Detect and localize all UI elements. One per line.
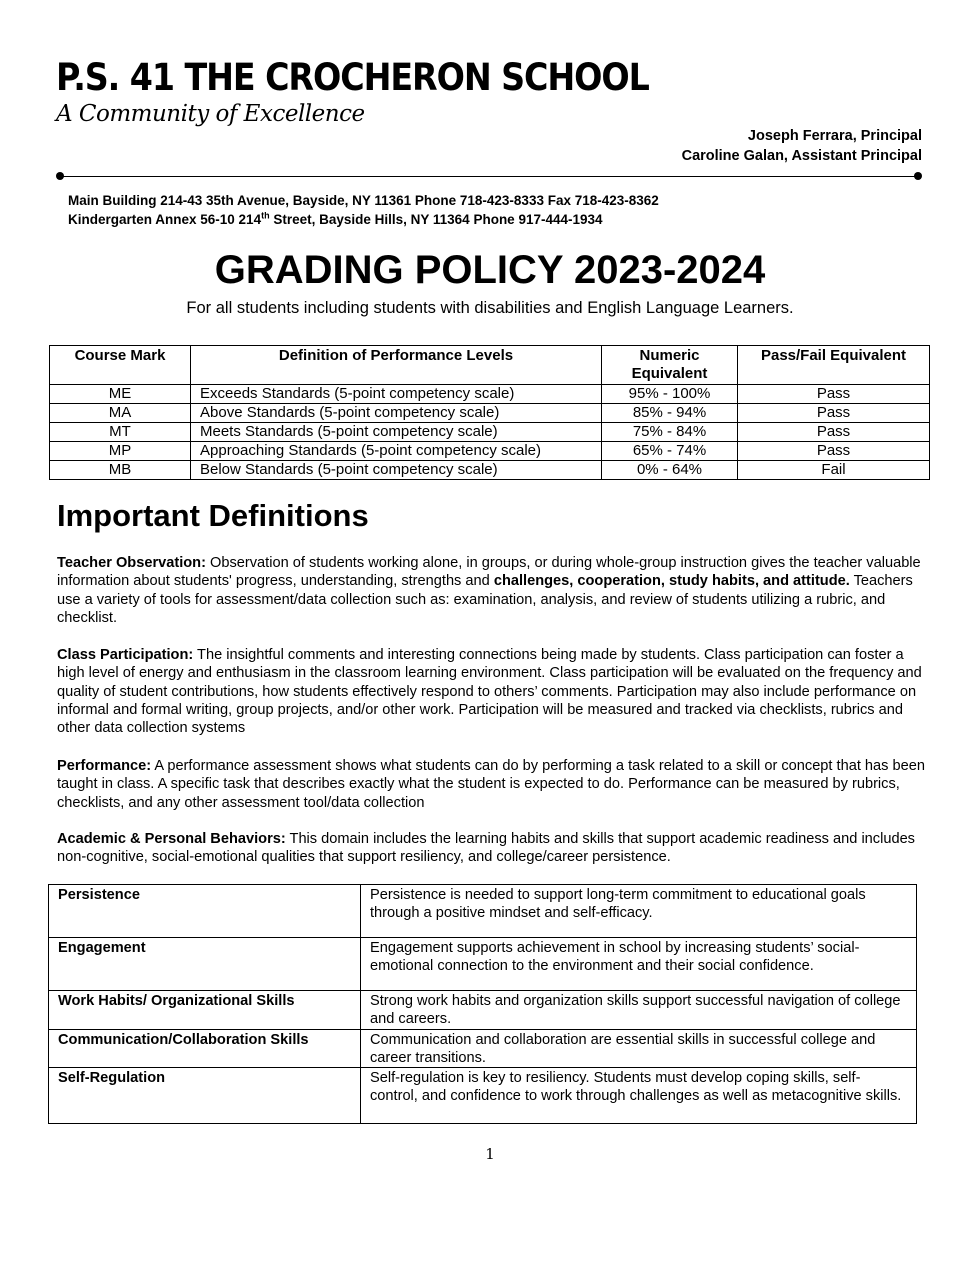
- behavior-name: Work Habits/ Organizational Skills: [49, 991, 361, 1030]
- assistant-principal-name: Caroline Galan, Assistant Principal: [681, 148, 922, 164]
- page-title: GRADING POLICY 2023-2024: [214, 248, 766, 292]
- school-name: P.S. 41 THE CROCHERON SCHOOL: [56, 56, 649, 99]
- pass-fail: Pass: [738, 442, 930, 461]
- term-teacher-observation: Teacher Observation:: [57, 555, 206, 571]
- course-mark: MT: [50, 423, 191, 442]
- numeric-equivalent: 65% - 74%: [602, 442, 738, 461]
- behavior-name: Engagement: [49, 938, 361, 991]
- numeric-equivalent: 85% - 94%: [602, 404, 738, 423]
- pass-fail: Fail: [738, 461, 930, 480]
- table-row: [49, 1029, 917, 1068]
- course-mark: MA: [50, 404, 191, 423]
- definition-class-participation: Class Participation: The insightful comments and interesting connections being made by students. Class participation can foster a high level of energy and enthusiasm in the classroom learning environment. Class participation will be evaluated on the frequency and quality of student contributions, how students effectively respond to others’ comments. Participation may also include performance on informal and formal writing, group projects, and/or other work. Participation will be measured and tracked via checklists, rubrics and other data collection systems: [57, 647, 922, 737]
- term-performance: Performance:: [57, 758, 152, 774]
- definition-academic-behaviors: Academic & Personal Behaviors: This domain includes the learning habits and skills that support academic readiness and includes non-cognitive, social-emotional qualities that support resiliency, and college/career persistence.: [57, 831, 915, 866]
- address-block: [68, 191, 659, 229]
- behavior-description: Engagement supports achievement in school by increasing students’ social-emotional connection to the environment and their social confidence.: [361, 938, 917, 991]
- behavior-name: Communication/Collaboration Skills: [49, 1029, 361, 1068]
- numeric-equivalent: 95% - 100%: [602, 385, 738, 404]
- header-pass-fail: Pass/Fail Equivalent: [738, 346, 930, 385]
- header-rule: [60, 176, 920, 177]
- address-kindergarten-annex: Kindergarten Annex 56-10 214th Street, Bayside Hills, NY 11364 Phone 917-444-1934: [68, 210, 603, 227]
- numeric-equivalent: 0% - 64%: [602, 461, 738, 480]
- definition-teacher-observation: Teacher Observation: Observation of students working alone, in groups, or during whole-group instruction gives the teacher valuable information about students' progress, understanding, strengths and challenges, cooperation, study habits, and attitude. Teachers use a variety of tools for assessment/data collection such as: examination, analysis, and review of students utilizing a rubric, and checklist.: [57, 555, 921, 626]
- pass-fail: Pass: [738, 404, 930, 423]
- behavior-description: Communication and collaboration are essential skills in successful college and career transitions.: [361, 1029, 917, 1068]
- performance-definition: Meets Standards (5-point competency scale): [191, 423, 602, 442]
- table-row: [50, 404, 930, 423]
- table-row: [49, 1068, 917, 1124]
- table-row: [50, 385, 930, 404]
- staff-block: [682, 126, 922, 166]
- term-academic-behaviors: Academic & Personal Behaviors:: [57, 831, 286, 847]
- table-row: [50, 442, 930, 461]
- table-row: [49, 991, 917, 1030]
- course-mark: ME: [50, 385, 191, 404]
- table-row: [50, 461, 930, 480]
- term-class-participation: Class Participation:: [57, 647, 194, 663]
- rule-right-dot: [914, 172, 922, 180]
- rule-left-dot: [56, 172, 64, 180]
- page-subtitle: For all students including students with disabilities and English Language Learners.: [186, 299, 794, 317]
- pass-fail: Pass: [738, 385, 930, 404]
- behavior-name: Persistence: [49, 885, 361, 938]
- table-row: [49, 885, 917, 938]
- header-definition: Definition of Performance Levels: [191, 346, 602, 385]
- address-main-building: Main Building 214-43 35th Avenue, Bayside, NY 11361 Phone 718-423-8333 Fax 718-423-8362: [68, 193, 659, 208]
- performance-definition: Below Standards (5-point competency scale): [191, 461, 602, 480]
- behavior-name: Self-Regulation: [49, 1068, 361, 1124]
- grading-table-header-row: [50, 346, 930, 385]
- behavior-description: Persistence is needed to support long-term commitment to educational goals through a positive mindset and self-efficacy.: [361, 885, 917, 938]
- section-heading-definitions: Important Definitions: [57, 498, 369, 533]
- course-mark: MP: [50, 442, 191, 461]
- behavior-description: Self-regulation is key to resiliency. Students must develop coping skills, self-control, and confidence to work through challenges as well as metacognitive skills.: [361, 1068, 917, 1124]
- performance-definition: Above Standards (5-point competency scale): [191, 404, 602, 423]
- principal-name: Joseph Ferrara, Principal: [747, 128, 922, 144]
- behavior-description: Strong work habits and organization skills support successful navigation of college and careers.: [361, 991, 917, 1030]
- behaviors-table: [48, 884, 917, 1124]
- course-mark: MB: [50, 461, 191, 480]
- grading-table: [49, 345, 930, 480]
- pass-fail: Pass: [738, 423, 930, 442]
- performance-definition: Exceeds Standards (5-point competency scale): [191, 385, 602, 404]
- header-numeric-equivalent: Numeric Equivalent: [602, 346, 738, 385]
- header-course-mark: Course Mark: [50, 346, 191, 385]
- page-number: 1: [485, 1145, 495, 1163]
- table-row: [50, 423, 930, 442]
- definition-performance: Performance: A performance assessment shows what students can do by performing a task related to a skill or concept that has been taught in class. A specific task that describes exactly what the student is expected to do. Performance can be measured by rubrics, checklists, and any other assessment tool/data collection: [57, 758, 925, 811]
- school-tagline: A Community of Excellence: [56, 101, 365, 127]
- table-row: [49, 938, 917, 991]
- numeric-equivalent: 75% - 84%: [602, 423, 738, 442]
- performance-definition: Approaching Standards (5-point competency scale): [191, 442, 602, 461]
